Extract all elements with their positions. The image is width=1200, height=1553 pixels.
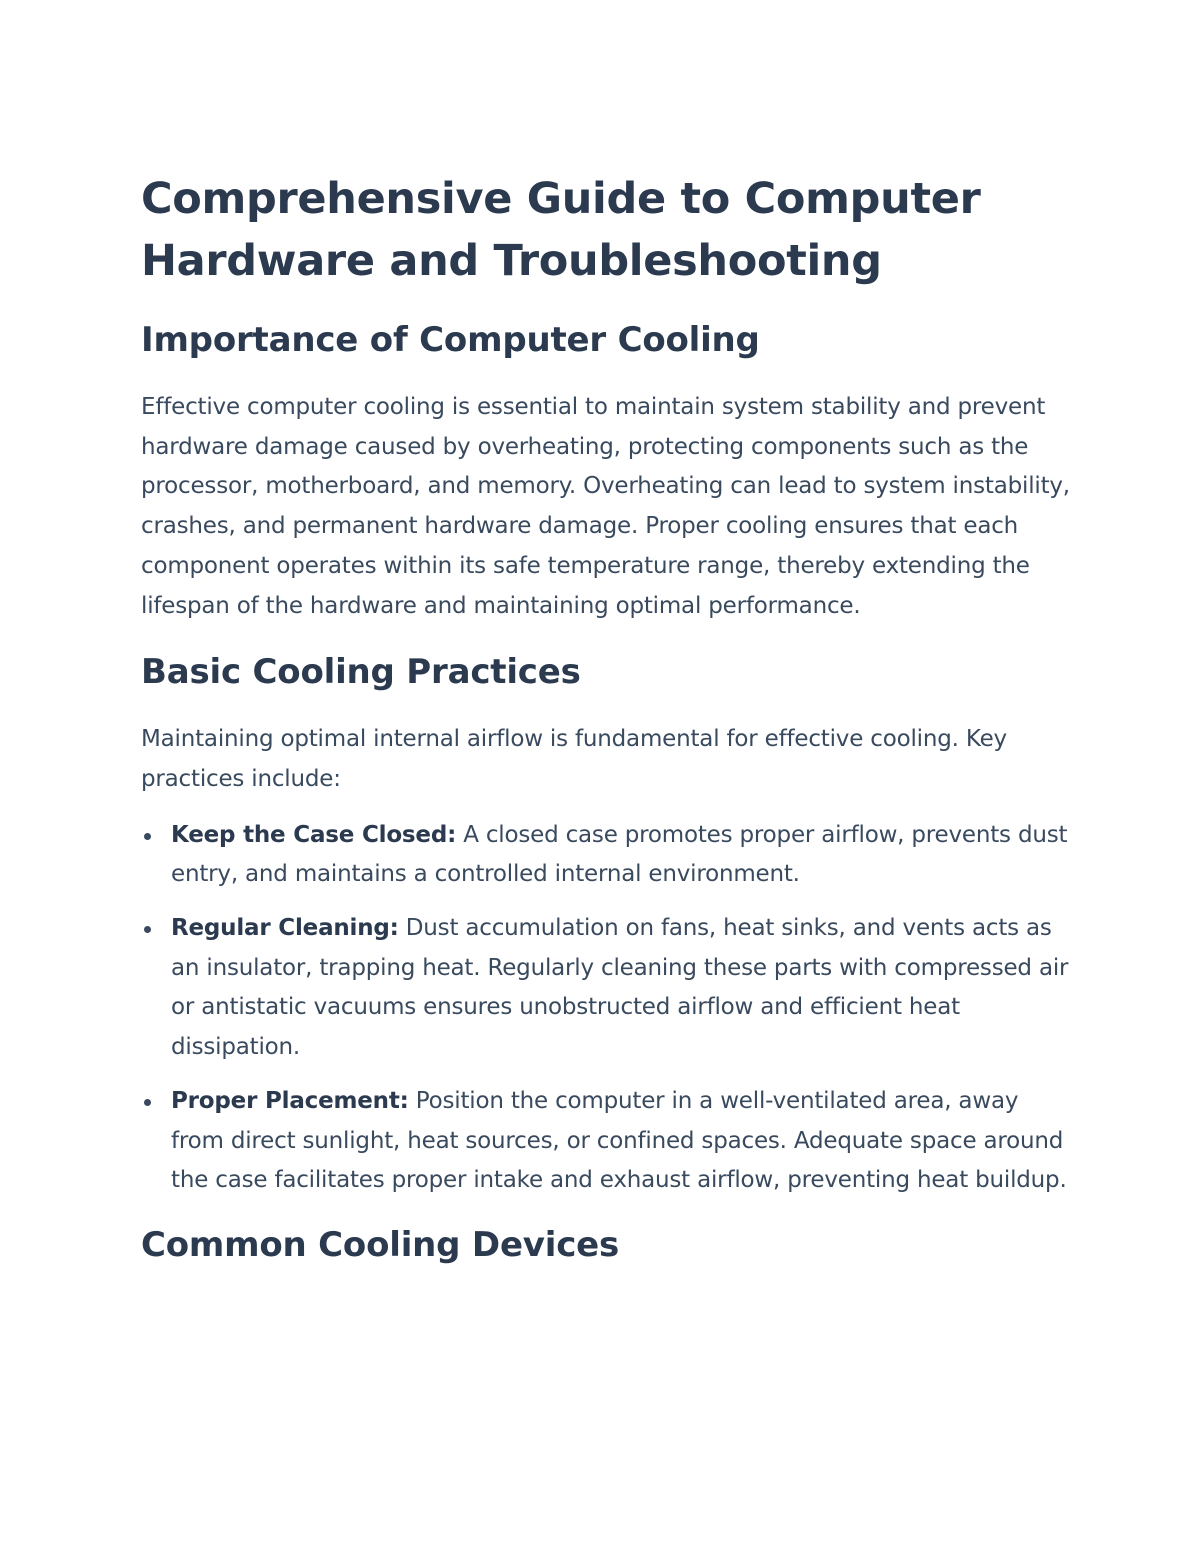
section-heading-basic-practices: Basic Cooling Practices <box>141 652 581 693</box>
list-item-term: Proper Placement: <box>171 1087 409 1114</box>
list-item <box>141 816 1071 895</box>
practices-list <box>141 816 1071 1201</box>
document-title: Comprehensive Guide to Computer Hardware and Troubleshooting <box>141 174 981 286</box>
list-item <box>141 1082 1071 1201</box>
document-page <box>141 168 1071 1267</box>
list-item <box>141 909 1071 1068</box>
list-item-term: Regular Cleaning: <box>171 915 399 942</box>
section-paragraph-basic-practices: Maintaining optimal internal airflow is fundamental for effective cooling. Key practices include: <box>141 726 1007 792</box>
section-heading-cooling-devices: Common Cooling Devices <box>141 1224 620 1265</box>
list-item-text: A closed case promotes proper airflow, prevents dust entry, and maintains a controlled internal environment. <box>171 821 1068 888</box>
list-item-text: Position the computer in a well-ventilated area, away from direct sunlight, heat sources, or confined spaces. Adequate space around the case facilitates proper intake and exhaust airflow, preventing heat buildup. <box>171 1087 1067 1194</box>
bullet-icon <box>144 926 151 933</box>
section-heading-importance: Importance of Computer Cooling <box>141 320 760 360</box>
list-item-text: Dust accumulation on fans, heat sinks, and vents acts as an insulator, trapping heat. Regularly cleaning these parts with compressed air or antistatic vacuums ensures unobstructed airflow and efficient heat dissipation. <box>171 915 1069 1061</box>
bullet-icon <box>144 833 151 840</box>
list-item-term: Keep the Case Closed: <box>171 821 457 848</box>
section-paragraph-importance: Effective computer cooling is essential to maintain system stability and prevent hardware damage caused by overheating, protecting components such as the processor, motherboard, and memory. Overheating can lead to system instability, crashes, and permanent hardware damage. Proper cooling ensures that each component operates within its safe temperature range, thereby extending the lifespan of the hardware and maintaining optimal performance. <box>141 394 1070 619</box>
bullet-icon <box>144 1099 151 1106</box>
